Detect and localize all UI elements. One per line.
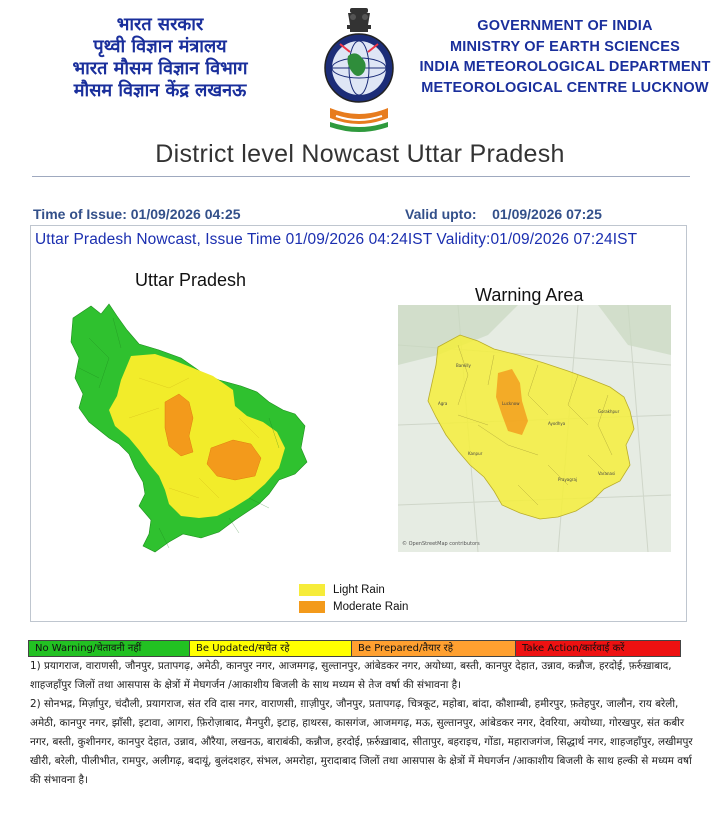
warning-area-map	[398, 305, 671, 552]
left-map-title: Uttar Pradesh	[135, 270, 247, 290]
svg-text:Agra: Agra	[438, 401, 448, 406]
warning-level-be-prepared: Be Prepared/तैयार रहे	[352, 641, 516, 656]
lion-capital-icon	[347, 8, 371, 32]
header-english-line-3: INDIA METEOROLOGICAL DEPARTMENT	[419, 59, 711, 75]
svg-text:Varanasi: Varanasi	[598, 471, 616, 476]
bulletin-2: 2) सोनभद्र, मिर्ज़ापुर, चंदौली, प्रयागराज, संत रवि दास नगर, वाराणसी, ग़ाज़ीपुर, जौनपुर, प्रतापगढ़, चित्रकूट, महोबा, बांदा, कौशाम्बी, हमीरपुर, फ़तेहपुर, जालौन, राय बरेली, अमेठी, कानपुर नगर, झाँसी, इटावा, आगरा, फ़िरोज़ाबाद, मैनपुरी, इटाह, हाथरस, कासगंज, आजमगढ़, मऊ, सुल्तानपुर, आंबेडकर नगर, देवरिया, अयोध्या, गोरखपुर, संत कबीर नगर, बस्ती, कुशीनगर, कानपुर देहात, उन्नाव, औरैया, लखनऊ, बाराबंकी, कन्नौज, हरदोई, फ़र्रुख़ाबाद, सीतापुर, बहराइच, गोंडा, महाराजगंज, सिद्धार्थ नगर, शाहजहाँपुर, लखीमपुर खीरी, बरेली, पीलीभीत, रामपुर, अलीगढ़, बदायूं, बुलंदशहर, संभल, अमरोहा, मुरादाबाद जिलों तथा आसपास के क्षेत्रों में मेघगर्जन /आकाशीय बिजली के साथ हल्की से मध्यम वर्षा की संभावना है।	[30, 698, 693, 786]
osm-credit: © OpenStreetMap contributors	[402, 541, 480, 547]
warning-level-no-warning: No Warning/चेतावनी नहीं	[29, 641, 190, 656]
legend-swatch	[299, 601, 325, 613]
imd-emblem-logo	[320, 4, 398, 132]
nowcast-map-panel	[30, 225, 687, 622]
header-english	[415, 16, 715, 98]
header-english-line-1: GOVERNMENT OF INDIA	[477, 18, 653, 34]
bulletin-1: 1) प्रयागराज, वाराणसी, जौनपुर, प्रतापगढ़, अमेठी, कानपुर नगर, आजमगढ़, सुल्तानपुर, आंबेडकर नगर, अयोध्या, बस्ती, कानपुर देहात, उन्नाव, कन्नौज, हरदोई, फ़र्रुख़ाबाद, शाहजहाँपुर जिलों तथा आसपास के क्षेत्रों में मेघगर्जन /आकाशीय बिजली के साथ मध्यम से तेज वर्षा की संभावना है।	[30, 660, 672, 691]
svg-text:Gorakhpur: Gorakhpur	[598, 409, 620, 414]
header-hindi-line-3: भारत मौसम विज्ञान विभाग	[72, 58, 248, 79]
header-hindi-line-4: मौसम विज्ञान केंद्र लखनऊ	[73, 80, 247, 101]
header-english-line-4: METEOROLOGICAL CENTRE LUCKNOW	[421, 79, 709, 96]
page-title: District level Nowcast Uttar Pradesh	[155, 140, 565, 168]
legend-item	[299, 581, 408, 598]
nowcast-heading: Uttar Pradesh Nowcast, Issue Time 01/09/2026 04:24IST Validity:01/09/2026 07:24IST	[35, 231, 638, 248]
up-state-map	[69, 298, 339, 558]
title-divider	[32, 176, 690, 177]
header-english-line-2: MINISTRY OF EARTH SCIENCES	[450, 38, 680, 55]
warning-level-take-action: Take Action/कार्रवाई करें	[516, 641, 680, 656]
legend-swatch	[299, 584, 325, 596]
valid-upto: Valid upto: 01/09/2026 07:25	[405, 206, 602, 222]
svg-text:Kanpur: Kanpur	[468, 451, 483, 456]
legend-item	[299, 598, 408, 615]
header-hindi-line-2: पृथ्वी विज्ञान मंत्रालय	[93, 36, 227, 57]
warning-level-be-updated: Be Updated/सचेत रहे	[190, 641, 352, 656]
legend-label: Moderate Rain	[333, 600, 409, 613]
time-of-issue: Time of Issue: 01/09/2026 04:25	[33, 206, 241, 222]
legend-label: Light Rain	[333, 583, 385, 596]
svg-text:Lucknow: Lucknow	[502, 401, 520, 406]
header-hindi	[40, 14, 280, 102]
svg-text:Bareilly: Bareilly	[456, 363, 471, 368]
svg-text:Prayagraj: Prayagraj	[558, 477, 578, 482]
right-map-title: Warning Area	[475, 285, 584, 305]
svg-text:Ayodhya: Ayodhya	[548, 421, 566, 426]
warning-levels-bar	[28, 640, 681, 657]
map-legend	[299, 581, 408, 615]
header-hindi-line-1: भारत सरकार	[116, 14, 204, 35]
